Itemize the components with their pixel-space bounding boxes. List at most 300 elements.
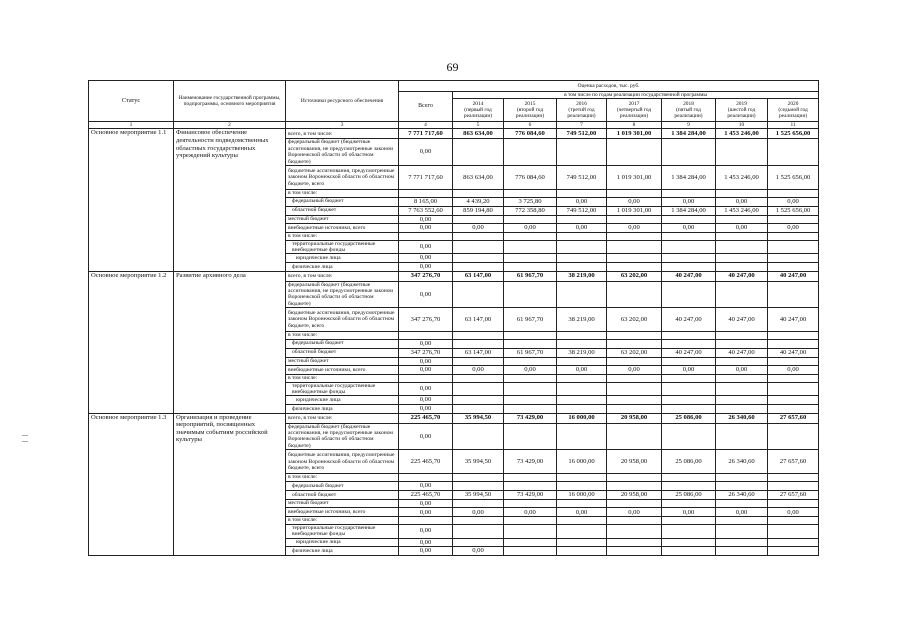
funding-source-label: федеральный бюджет (бюджетные ассигнования, не предусмотренные законом Воронежской области об областном бюджете) [286, 281, 399, 308]
amount-year [662, 357, 716, 366]
amount-year [504, 524, 557, 538]
amount-year [716, 499, 768, 508]
amount-year [453, 233, 504, 240]
amount-year [607, 357, 662, 366]
amount-year: 749 512,00 [557, 129, 607, 139]
amount-year: 749 512,00 [557, 206, 607, 215]
amount-year [662, 254, 716, 263]
amount-year [716, 423, 768, 450]
amount-year: 63 147,00 [453, 271, 504, 281]
amount-year [557, 547, 607, 556]
amount-year [768, 517, 819, 524]
amount-year [557, 281, 607, 308]
header-estimate: Оценка расходов, тыс. руб. [399, 81, 819, 92]
amount-year [768, 474, 819, 481]
amount-year [716, 405, 768, 414]
amount-year: 0,00 [453, 508, 504, 517]
amount-year [662, 139, 716, 166]
amount-total: 0,00 [399, 382, 453, 396]
year-value: 2017 [628, 100, 640, 107]
amount-year [557, 139, 607, 166]
amount-year [504, 339, 557, 348]
funding-source-label: всего, в том числе: [286, 413, 399, 423]
amount-year: 0,00 [557, 197, 607, 206]
amount-year [768, 382, 819, 396]
amount-year [607, 254, 662, 263]
amount-total: 7 763 552,60 [399, 206, 453, 215]
amount-year: 61 967,70 [504, 308, 557, 332]
amount-year [453, 215, 504, 224]
header-total: Всего [399, 92, 453, 122]
column-number: 6 [504, 122, 557, 129]
amount-total: 0,00 [399, 396, 453, 405]
amount-year [662, 215, 716, 224]
amount-year [504, 215, 557, 224]
amount-year [504, 382, 557, 396]
amount-year [504, 240, 557, 254]
amount-year: 1 384 284,00 [662, 206, 716, 215]
header-status: Статус [89, 81, 174, 122]
funding-source-label: в том числе: [286, 332, 399, 339]
table-row [89, 271, 819, 281]
amount-total: 0,00 [399, 499, 453, 508]
amount-year: 0,00 [716, 224, 768, 233]
amount-year [607, 382, 662, 396]
column-number: 3 [286, 122, 399, 129]
amount-year: 26 340,60 [716, 450, 768, 474]
amount-year [716, 524, 768, 538]
amount-total: 0,00 [399, 538, 453, 547]
amount-year [607, 190, 662, 197]
amount-year: 1 453 246,00 [716, 166, 768, 190]
funding-source-label: внебюджетные источники, всего [286, 224, 399, 233]
column-number: 2 [174, 122, 286, 129]
amount-year: 1 019 301,00 [607, 129, 662, 139]
amount-year: 40 247,00 [662, 308, 716, 332]
amount-year [768, 215, 819, 224]
amount-year: 27 657,60 [768, 490, 819, 499]
amount-year [662, 382, 716, 396]
amount-year [716, 281, 768, 308]
amount-year: 40 247,00 [768, 308, 819, 332]
amount-year [768, 423, 819, 450]
amount-year [768, 139, 819, 166]
amount-year [453, 281, 504, 308]
amount-year [607, 233, 662, 240]
amount-year: 1 019 301,00 [607, 166, 662, 190]
amount-year: 1 453 246,00 [716, 206, 768, 215]
amount-year: 772 358,80 [504, 206, 557, 215]
amount-year [662, 423, 716, 450]
amount-year: 0,00 [557, 508, 607, 517]
header-year [504, 99, 557, 122]
funding-source-label: федеральный бюджет [286, 339, 399, 348]
amount-year [662, 547, 716, 556]
amount-total [399, 375, 453, 382]
amount-year: 0,00 [768, 197, 819, 206]
amount-year: 0,00 [662, 224, 716, 233]
amount-year: 0,00 [453, 224, 504, 233]
amount-year [768, 396, 819, 405]
amount-total: 0,00 [399, 240, 453, 254]
amount-year: 4 439,20 [453, 197, 504, 206]
amount-year [716, 139, 768, 166]
amount-year [504, 332, 557, 339]
amount-year [504, 499, 557, 508]
year-value: 2015 [524, 100, 536, 107]
funding-source-label: федеральный бюджет (бюджетные ассигнования, не предусмотренные законом Воронежской области об областном бюджете) [286, 423, 399, 450]
amount-year [557, 190, 607, 197]
amount-year [716, 538, 768, 547]
funding-source-label: в том числе: [286, 190, 399, 197]
amount-year [557, 499, 607, 508]
amount-total: 0,00 [399, 524, 453, 538]
amount-total: 0,00 [399, 405, 453, 414]
amount-year [662, 281, 716, 308]
amount-year [662, 524, 716, 538]
amount-year [607, 423, 662, 450]
header-year [768, 99, 819, 122]
amount-year [716, 332, 768, 339]
amount-year: 0,00 [453, 547, 504, 556]
amount-year [557, 524, 607, 538]
amount-year [607, 339, 662, 348]
amount-year: 0,00 [716, 197, 768, 206]
amount-year [504, 139, 557, 166]
column-number: 10 [716, 122, 768, 129]
amount-year: 63 202,00 [607, 271, 662, 281]
amount-year [662, 396, 716, 405]
amount-year [607, 481, 662, 490]
amount-year [662, 262, 716, 271]
amount-year [607, 262, 662, 271]
year-note: (пятый год реализации) [674, 107, 703, 120]
amount-year [453, 254, 504, 263]
amount-year [557, 240, 607, 254]
funding-source-label: территориальные государственные внебюджетные фонды [286, 382, 399, 396]
amount-year [504, 481, 557, 490]
amount-year [662, 405, 716, 414]
amount-year: 863 634,00 [453, 166, 504, 190]
amount-year: 25 086,00 [662, 450, 716, 474]
amount-year: 26 340,60 [716, 490, 768, 499]
amount-year: 859 194,80 [453, 206, 504, 215]
amount-year: 40 247,00 [716, 308, 768, 332]
amount-year: 0,00 [557, 224, 607, 233]
year-value: 2019 [736, 100, 747, 107]
amount-year: 0,00 [768, 508, 819, 517]
amount-year: 26 340,60 [716, 413, 768, 423]
funding-source-label: в том числе: [286, 517, 399, 524]
table-body [89, 129, 819, 555]
funding-source-label: федеральный бюджет (бюджетные ассигнования, не предусмотренные законом Воронежской области об областном бюджете) [286, 139, 399, 166]
row-status: Основное мероприятие 1.1 [89, 129, 174, 271]
scan-artifact [22, 441, 28, 442]
amount-year [453, 538, 504, 547]
amount-year [716, 339, 768, 348]
amount-year [768, 262, 819, 271]
funding-source-label: бюджетные ассигнования, предусмотренные законом Воронежской области об областном бюджете, всего [286, 450, 399, 474]
amount-year [662, 375, 716, 382]
amount-year [768, 240, 819, 254]
amount-year [716, 481, 768, 490]
amount-year: 0,00 [607, 197, 662, 206]
amount-total [399, 474, 453, 481]
column-number: 8 [607, 122, 662, 129]
amount-year: 16 000,00 [557, 450, 607, 474]
amount-year [662, 517, 716, 524]
funding-source-label: физические лица [286, 547, 399, 556]
amount-total: 225 465,70 [399, 413, 453, 423]
page-number: 69 [446, 60, 459, 74]
year-note: (второй год реализации) [515, 107, 545, 120]
amount-year [716, 474, 768, 481]
amount-year [768, 357, 819, 366]
expense-table [88, 80, 819, 556]
amount-year [662, 474, 716, 481]
amount-year [716, 262, 768, 271]
amount-year: 73 429,00 [504, 490, 557, 499]
amount-year [453, 396, 504, 405]
header-name: Наименование государственной программы, подпрограммы, основного мероприятия [174, 81, 286, 122]
funding-source-label: федеральный бюджет [286, 197, 399, 206]
amount-total: 8 165,00 [399, 197, 453, 206]
amount-year [768, 405, 819, 414]
amount-year [504, 538, 557, 547]
funding-source-label: областной бюджет [286, 348, 399, 357]
amount-year: 1 384 284,00 [662, 166, 716, 190]
amount-total [399, 190, 453, 197]
amount-year: 0,00 [716, 508, 768, 517]
amount-year [716, 517, 768, 524]
amount-year: 0,00 [607, 508, 662, 517]
amount-year: 63 147,00 [453, 348, 504, 357]
amount-year [453, 474, 504, 481]
funding-source-label: физические лица [286, 262, 399, 271]
table-row [89, 413, 819, 423]
amount-year [607, 547, 662, 556]
amount-year [453, 375, 504, 382]
amount-year [557, 474, 607, 481]
amount-year [768, 538, 819, 547]
year-value: 2020 [787, 100, 799, 107]
header-by-years: в том числе по годам реализации государственной программы [453, 92, 819, 99]
amount-year [607, 281, 662, 308]
amount-year [504, 405, 557, 414]
amount-year [557, 332, 607, 339]
year-note: (четвертый год реализации) [616, 107, 652, 120]
amount-year [662, 339, 716, 348]
amount-year: 16 000,00 [557, 490, 607, 499]
amount-year [504, 474, 557, 481]
amount-year [557, 262, 607, 271]
amount-year [504, 254, 557, 263]
amount-year [504, 423, 557, 450]
amount-total [399, 517, 453, 524]
amount-year [607, 405, 662, 414]
amount-year [453, 357, 504, 366]
amount-year: 863 634,00 [453, 129, 504, 139]
amount-year [557, 357, 607, 366]
amount-year [768, 524, 819, 538]
amount-year: 27 657,60 [768, 413, 819, 423]
amount-year: 0,00 [607, 366, 662, 375]
amount-year: 63 202,00 [607, 348, 662, 357]
amount-total: 0,00 [399, 281, 453, 308]
year-note: (третий год реализации) [567, 107, 596, 120]
amount-year [768, 481, 819, 490]
table-row [89, 129, 819, 139]
amount-total: 0,00 [399, 339, 453, 348]
amount-year: 0,00 [716, 366, 768, 375]
amount-year: 38 219,00 [557, 348, 607, 357]
amount-total: 0,00 [399, 357, 453, 366]
amount-total: 225 465,70 [399, 450, 453, 474]
amount-year: 20 958,00 [607, 490, 662, 499]
funding-source-label: юридические лица [286, 254, 399, 263]
funding-source-label: юридические лица [286, 396, 399, 405]
amount-total: 347 276,70 [399, 348, 453, 357]
amount-year: 0,00 [607, 224, 662, 233]
year-value: 2018 [683, 100, 694, 107]
amount-year [768, 547, 819, 556]
amount-year: 40 247,00 [662, 348, 716, 357]
amount-year: 0,00 [504, 508, 557, 517]
amount-year: 27 657,60 [768, 450, 819, 474]
funding-source-label: местный бюджет [286, 357, 399, 366]
amount-year [716, 240, 768, 254]
year-note: (седьмой год реализации) [778, 107, 808, 120]
amount-year: 40 247,00 [662, 271, 716, 281]
amount-year [557, 375, 607, 382]
amount-year: 3 725,80 [504, 197, 557, 206]
amount-year [504, 396, 557, 405]
column-number: 11 [768, 122, 819, 129]
column-number: 4 [399, 122, 453, 129]
header-year [557, 99, 607, 122]
row-status: Основное мероприятие 1.2 [89, 271, 174, 413]
amount-year: 25 086,00 [662, 413, 716, 423]
amount-year [504, 357, 557, 366]
amount-year [662, 233, 716, 240]
amount-year [453, 423, 504, 450]
amount-year: 20 958,00 [607, 413, 662, 423]
funding-source-label: областной бюджет [286, 490, 399, 499]
amount-total: 0,00 [399, 139, 453, 166]
amount-total: 0,00 [399, 262, 453, 271]
funding-source-label: бюджетные ассигнования, предусмотренные законом Воронежской области об областном бюджете, всего [286, 166, 399, 190]
column-number: 5 [453, 122, 504, 129]
amount-year [504, 190, 557, 197]
amount-total: 0,00 [399, 224, 453, 233]
year-note: (шестой год реализации) [727, 107, 756, 120]
amount-year [607, 524, 662, 538]
funding-source-label: внебюджетные источники, всего [286, 366, 399, 375]
amount-year: 1 525 656,00 [768, 166, 819, 190]
amount-year [662, 499, 716, 508]
amount-year [453, 481, 504, 490]
amount-year [716, 215, 768, 224]
amount-year [453, 332, 504, 339]
header-year [662, 99, 716, 122]
amount-year [607, 474, 662, 481]
amount-year [504, 517, 557, 524]
amount-year [607, 332, 662, 339]
amount-year [716, 547, 768, 556]
amount-year [504, 281, 557, 308]
amount-year: 776 084,60 [504, 129, 557, 139]
amount-year: 776 084,60 [504, 166, 557, 190]
amount-year: 40 247,00 [768, 348, 819, 357]
amount-year [607, 375, 662, 382]
amount-year [453, 405, 504, 414]
amount-year [453, 262, 504, 271]
funding-source-label: федеральный бюджет [286, 481, 399, 490]
funding-source-label: физические лица [286, 405, 399, 414]
table-header [89, 81, 819, 129]
amount-year [662, 190, 716, 197]
amount-year [607, 499, 662, 508]
amount-year [557, 233, 607, 240]
header-year [453, 99, 504, 122]
amount-year: 0,00 [662, 197, 716, 206]
amount-year [504, 233, 557, 240]
funding-source-label: территориальные государственные внебюджетные фонды [286, 240, 399, 254]
amount-year: 73 429,00 [504, 450, 557, 474]
funding-source-label: юридические лица [286, 538, 399, 547]
amount-year [504, 262, 557, 271]
amount-year: 0,00 [662, 366, 716, 375]
funding-source-label: в том числе: [286, 375, 399, 382]
amount-total: 0,00 [399, 423, 453, 450]
amount-year [662, 332, 716, 339]
funding-source-label: всего, в том числе: [286, 129, 399, 139]
amount-year: 20 958,00 [607, 450, 662, 474]
funding-source-label: местный бюджет [286, 215, 399, 224]
funding-source-label: областной бюджет [286, 206, 399, 215]
amount-year: 25 086,00 [662, 490, 716, 499]
amount-year [557, 254, 607, 263]
amount-year: 73 429,00 [504, 413, 557, 423]
amount-year [453, 190, 504, 197]
amount-year [716, 233, 768, 240]
amount-year: 0,00 [768, 366, 819, 375]
amount-year [557, 405, 607, 414]
amount-year: 0,00 [504, 224, 557, 233]
amount-year [557, 423, 607, 450]
amount-total: 347 276,70 [399, 271, 453, 281]
column-number: 9 [662, 122, 716, 129]
amount-year [453, 339, 504, 348]
funding-source-label: в том числе: [286, 233, 399, 240]
amount-year: 61 967,70 [504, 271, 557, 281]
amount-year [768, 339, 819, 348]
year-value: 2014 [472, 100, 484, 107]
amount-total: 0,00 [399, 254, 453, 263]
amount-year [453, 499, 504, 508]
scan-artifact [22, 435, 28, 436]
header-year [607, 99, 662, 122]
amount-total: 0,00 [399, 366, 453, 375]
amount-year [607, 517, 662, 524]
funding-source-label: территориальные государственные внебюджетные фонды [286, 524, 399, 538]
amount-year [453, 139, 504, 166]
amount-year: 0,00 [453, 366, 504, 375]
amount-year [607, 240, 662, 254]
amount-year: 1 525 656,00 [768, 129, 819, 139]
amount-year [453, 517, 504, 524]
amount-year: 40 247,00 [768, 271, 819, 281]
